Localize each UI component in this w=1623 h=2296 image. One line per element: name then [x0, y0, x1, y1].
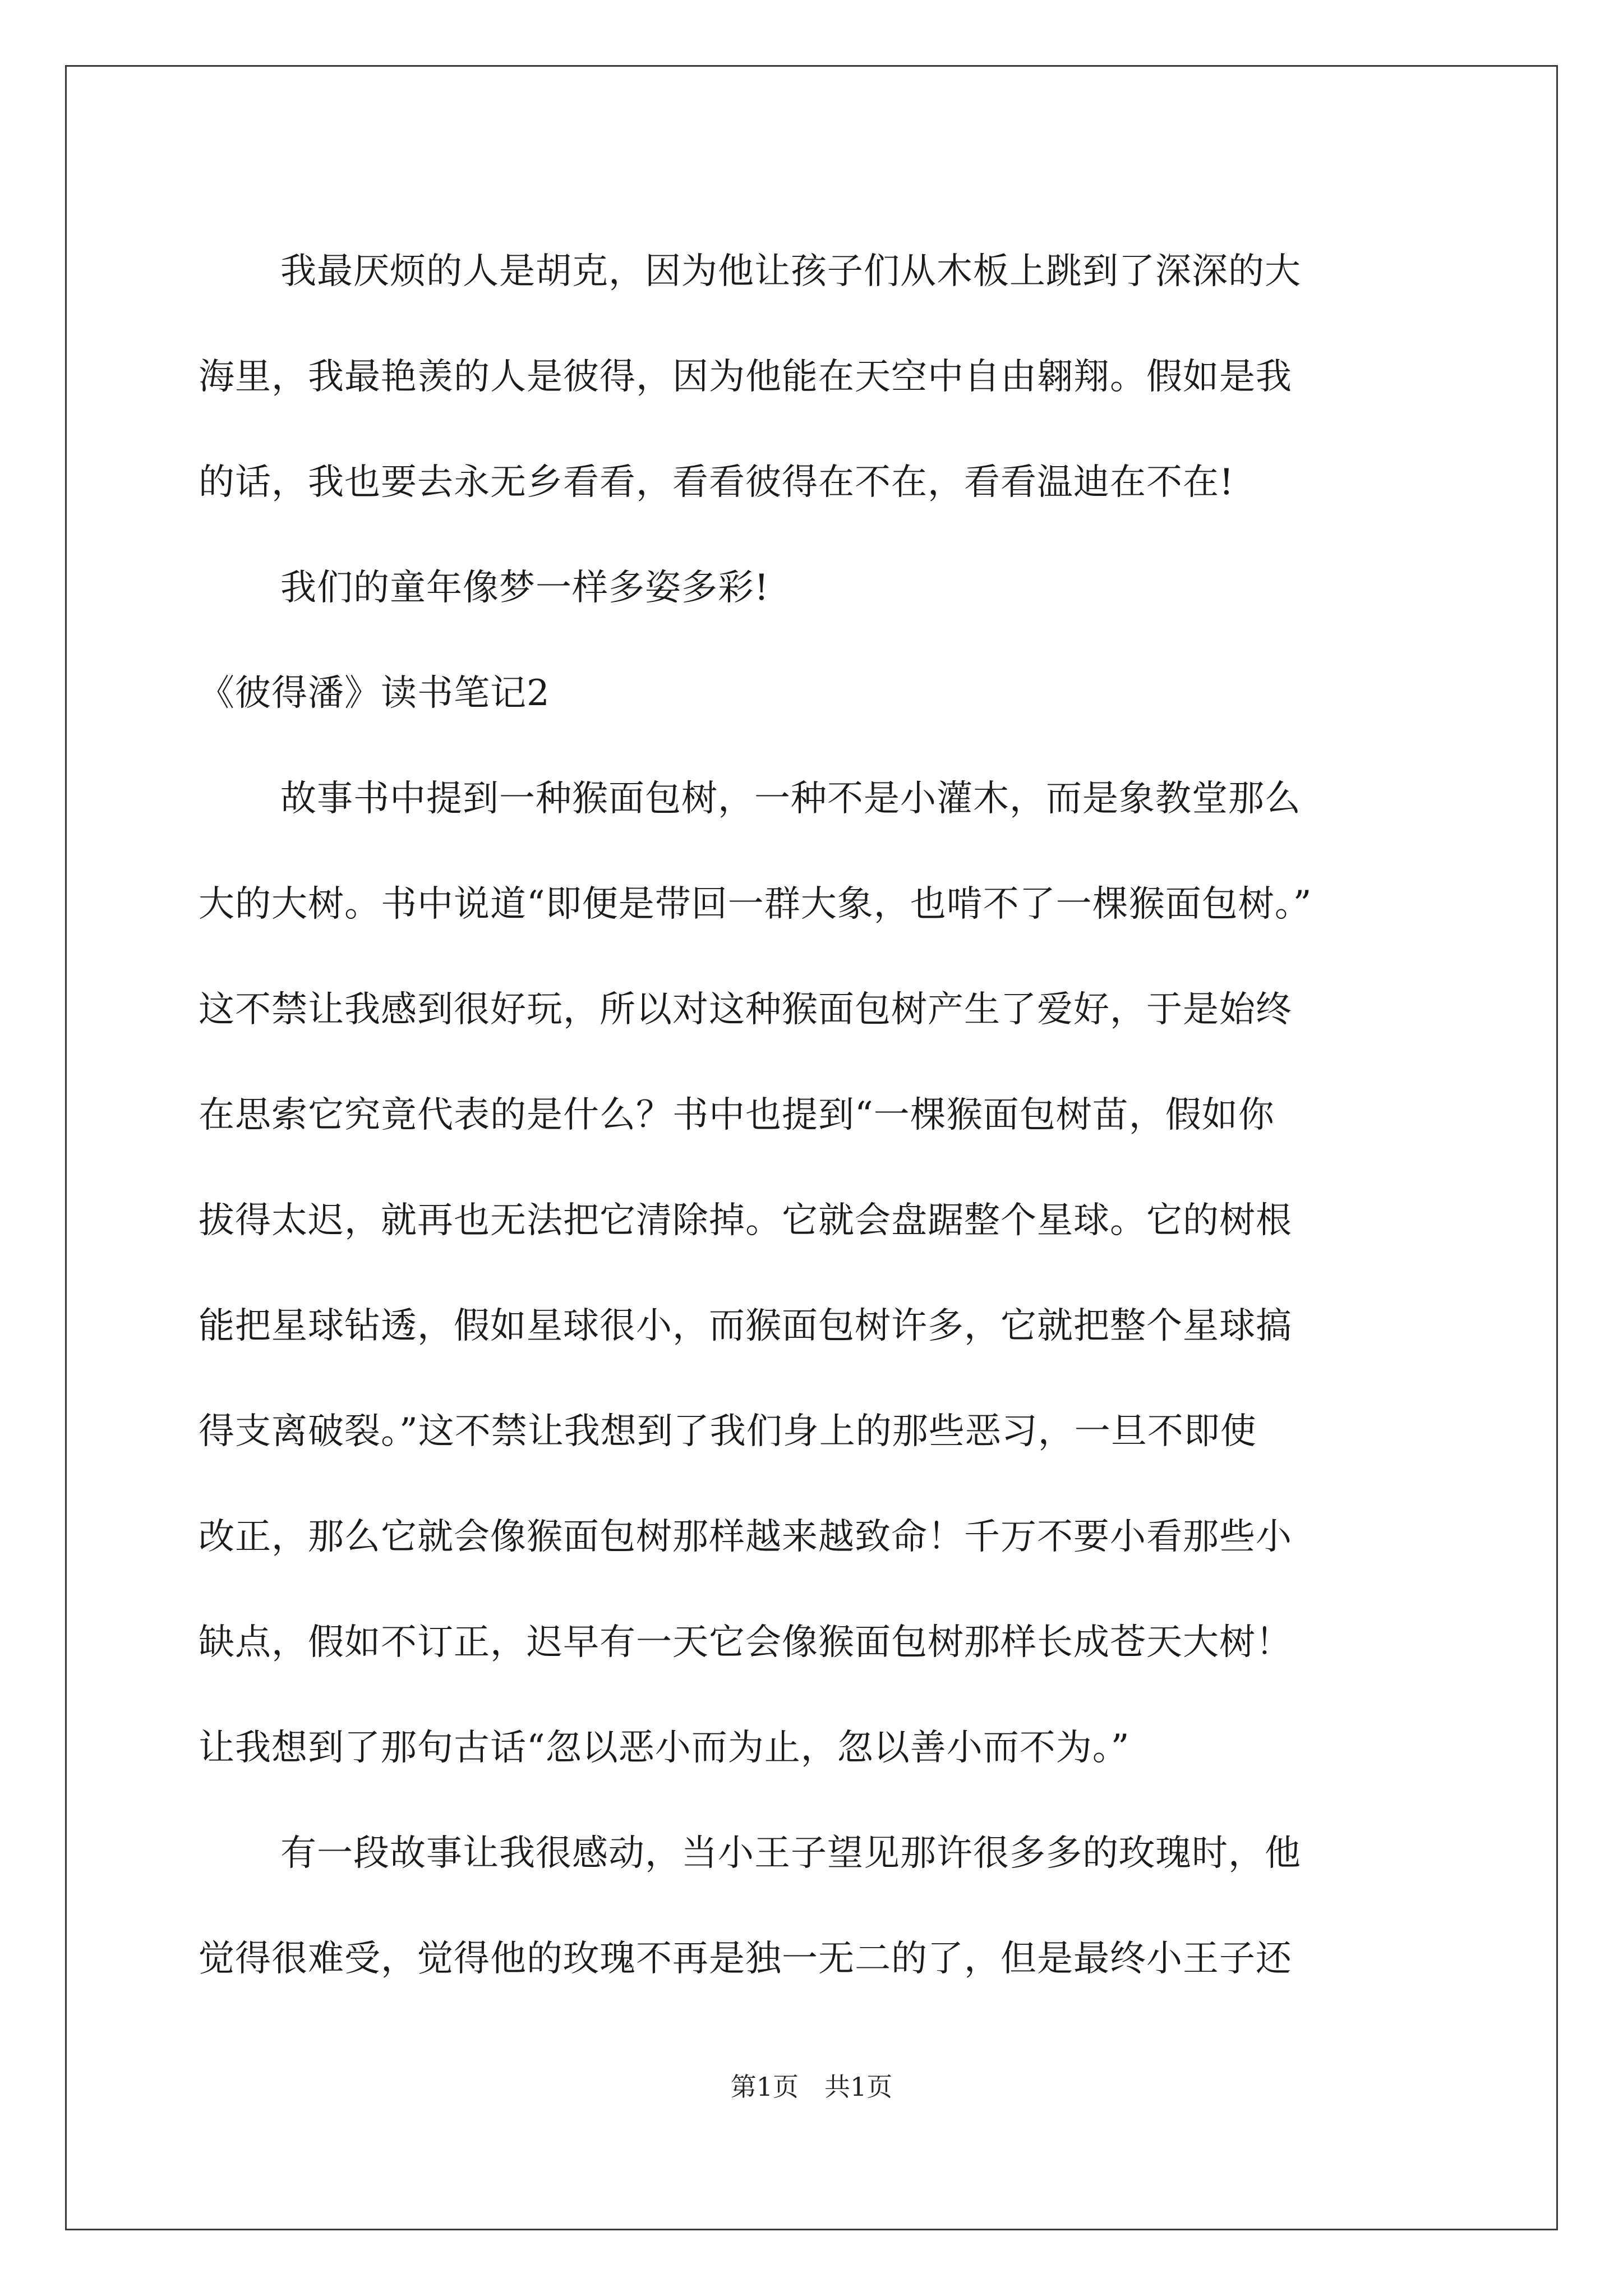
text-line: 故事书中提到一种猴面包树，一种不是小灌木，而是象教堂那么: [280, 778, 1301, 820]
section-heading: 《彼得潘》读书笔记2: [199, 673, 550, 714]
text-line: 海里，我最艳羡的人是彼得，因为他能在天空中自由翱翔。假如是我: [199, 356, 1292, 398]
text-line: 我们的童年像梦一样多姿多彩!: [280, 567, 769, 609]
text-line: 缺点，假如不订正，迟早有一天它会像猴面包树那样长成苍天大树！: [199, 1622, 1292, 1663]
text-line: 得支离破裂。”这不禁让我想到了我们身上的那些恶习，一旦不即使: [199, 1411, 1257, 1452]
text-line: 有一段故事让我很感动，当小王子望见那许很多多的玫瑰时，他: [280, 1833, 1301, 1874]
text-line: 改正，那么它就会像猴面包树那样越来越致命！千万不要小看那些小: [199, 1516, 1292, 1558]
text-line: 的话，我也要去永无乡看看，看看彼得在不在，看看温迪在不在!: [199, 462, 1234, 503]
document-body: [199, 219, 1427, 2012]
text-line: 能把星球钻透，假如星球很小，而猴面包树许多，它就把整个星球搞: [199, 1305, 1292, 1347]
text-line: 觉得很难受，觉得他的玫瑰不再是独一无二的了，但是最终小王子还: [199, 1938, 1292, 1980]
text-line: 这不禁让我感到很好玩，所以对这种猴面包树产生了爱好，于是始终: [199, 989, 1292, 1030]
text-line: 大的大树。书中说道“即便是带回一群大象，也啃不了一棵猴面包树。”: [199, 884, 1312, 925]
page-footer: 第1页 共1页: [730, 2072, 893, 2102]
text-line: 在思索它究竟代表的是什么？书中也提到“一棵猴面包树苗，假如你: [199, 1094, 1275, 1136]
text-line: 我最厌烦的人是胡克，因为他让孩子们从木板上跳到了深深的大: [280, 251, 1301, 292]
text-line: 拔得太迟，就再也无法把它清除掉。它就会盘踞整个星球。它的树根: [199, 1200, 1292, 1241]
text-line: 让我想到了那句古话“忽以恶小而为止，忽以善小而不为。”: [199, 1727, 1130, 1769]
